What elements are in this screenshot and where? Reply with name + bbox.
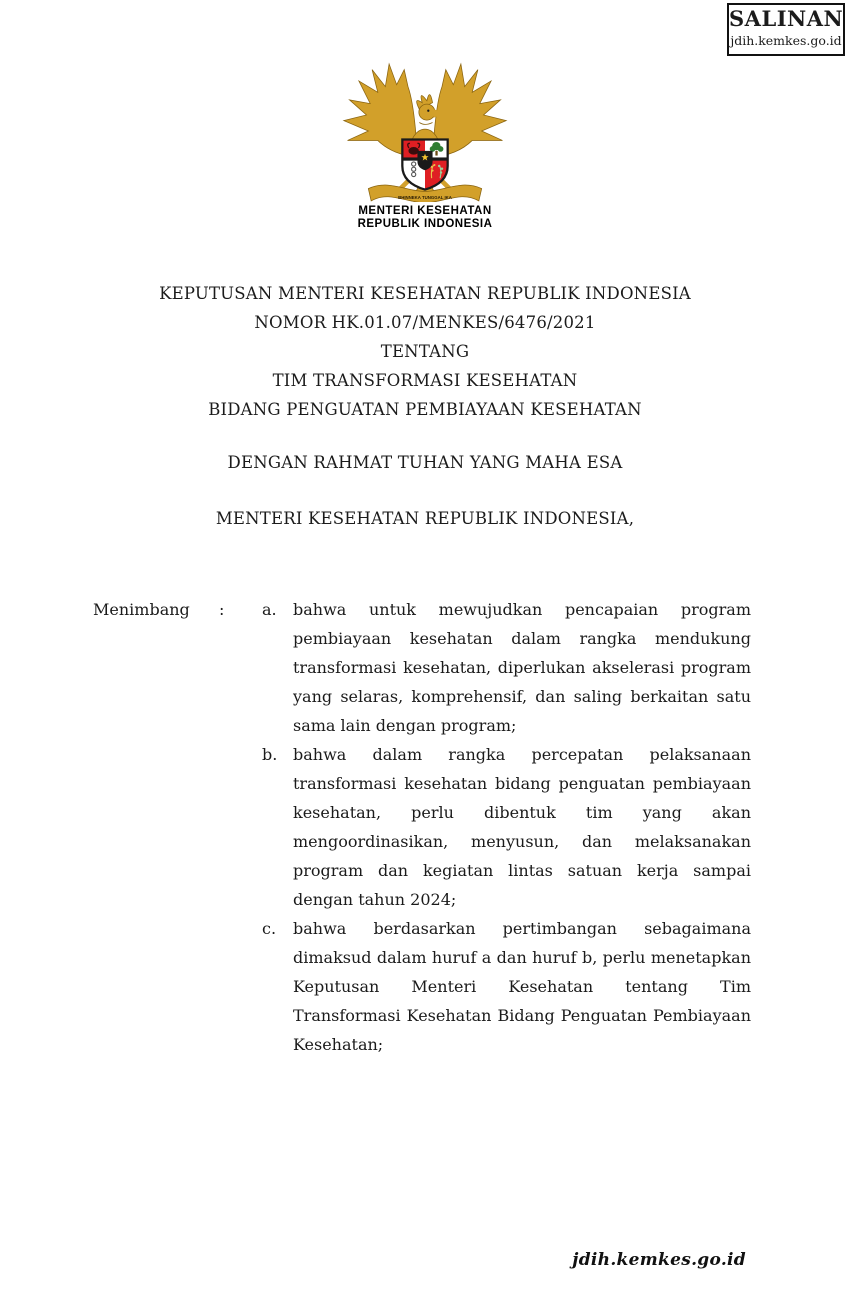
salinan-stamp-subtitle: jdih.kemkes.go.id — [730, 33, 842, 48]
motto-text: BHINNEKA TUNGGAL IKA — [398, 195, 452, 200]
decree-tentang: TENTANG — [380, 342, 470, 361]
considering-item-a — [262, 595, 751, 740]
invocation-line: DENGAN RAHMAT TUHAN YANG MAHA ESA — [227, 453, 623, 472]
salinan-stamp-title: SALINAN — [729, 6, 844, 31]
item-marker: b. — [262, 745, 278, 764]
garuda-eye — [427, 110, 429, 112]
considering-item-c — [262, 914, 751, 1059]
decree-subject-line1: TIM TRANSFORMASI KESEHATAN — [272, 371, 578, 390]
decree-number: NOMOR HK.01.07/MENKES/6476/2021 — [254, 313, 596, 332]
emblem-block — [0, 0, 850, 230]
ministry-name-line1: MENTERI KESEHATAN — [358, 205, 492, 217]
item-marker: c. — [262, 919, 277, 938]
authority-line: MENTERI KESEHATAN REPUBLIK INDONESIA, — [215, 509, 635, 528]
garuda-neck-line — [419, 123, 432, 125]
garuda-pancasila-emblem — [340, 60, 510, 202]
garuda-head — [419, 104, 435, 120]
decree-subject-line2: BIDANG PENGUATAN PEMBIAYAAN KESEHATAN — [208, 400, 642, 419]
item-text: bahwa dalam rangka percepatan pelaksanaan transformasi kesehatan bidang penguatan pembiayaan kesehatan, perlu dibentuk tim yang akan mengoordinasikan, menyusun, dan melaksanakan program dan kegiatan lintas satuan kerja sampai dengan tahun 2024; — [293, 745, 751, 909]
footer-watermark: jdih.kemkes.go.id — [572, 1250, 746, 1270]
decree-title-line1: KEPUTUSAN MENTERI KESEHATAN REPUBLIK INDONESIA — [159, 284, 691, 303]
considering-label: Menimbang — [93, 600, 190, 619]
considering-item-b — [262, 740, 751, 914]
item-text: bahwa untuk mewujudkan pencapaian program pembiayaan kesehatan dalam rangka mendukung transformasi kesehatan, diperlukan akselerasi program yang selaras, komprehensif, dan saling berkaitan satu sama lain dengan program; — [293, 600, 751, 735]
considering-colon: : — [219, 600, 225, 619]
item-marker: a. — [262, 600, 277, 619]
ministry-name-line2: REPUBLIK INDONESIA — [357, 217, 493, 230]
salinan-stamp — [727, 3, 845, 56]
item-text: bahwa berdasarkan pertimbangan sebagaimana dimaksud dalam huruf a dan huruf b, perlu menetapkan Keputusan Menteri Kesehatan tentang Tim Transformasi Kesehatan Bidang Penguatan Pembiayaan Kesehatan; — [293, 919, 751, 1054]
decree-title-block — [0, 279, 850, 424]
considering-section — [0, 595, 850, 1059]
considering-items — [262, 595, 751, 1059]
